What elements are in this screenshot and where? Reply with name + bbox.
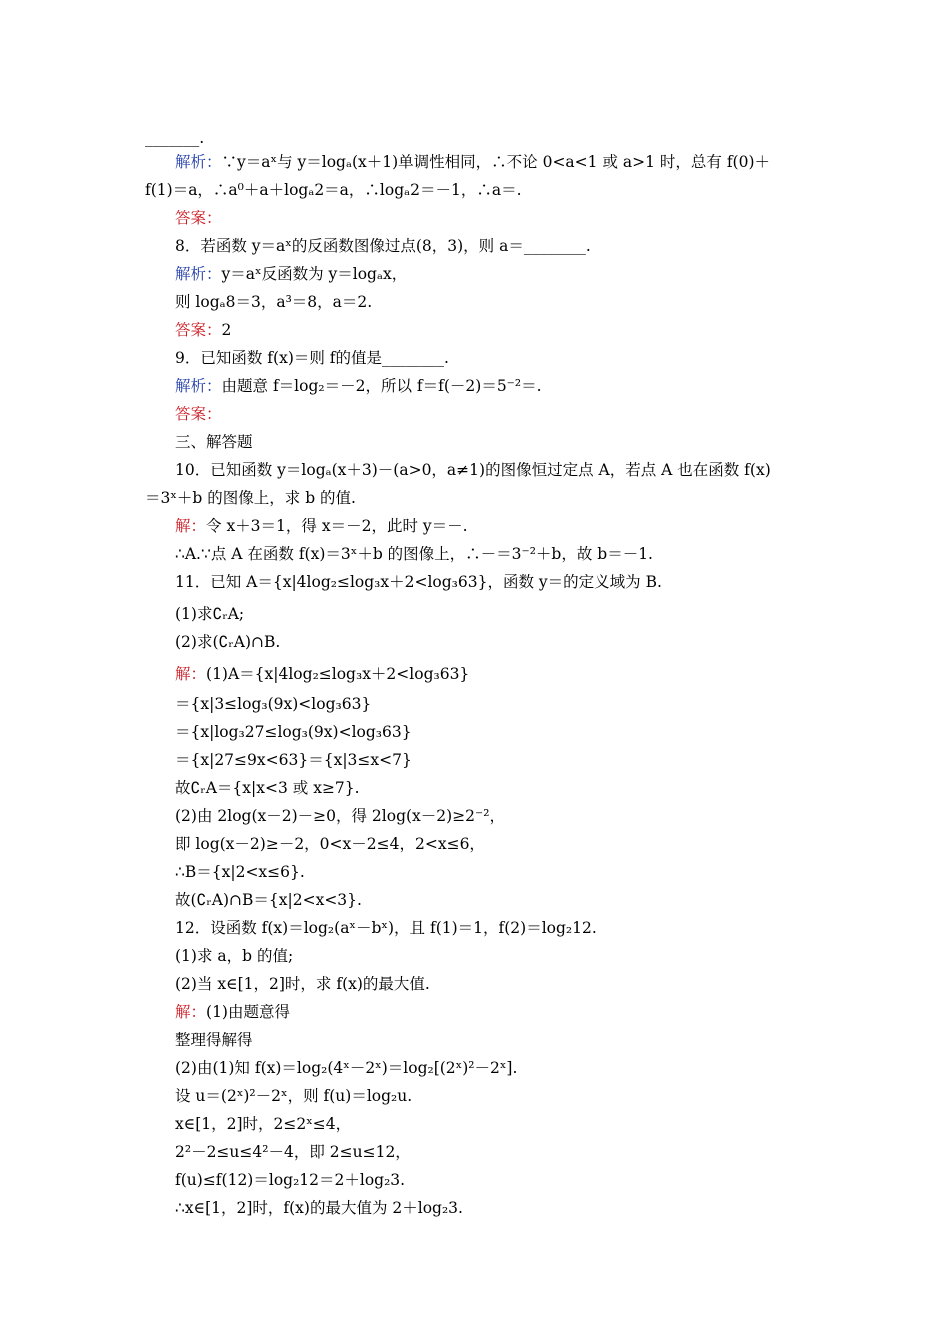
text-line: f(u)≤f(12)＝log₂12＝2＋log₂3. [175,1171,406,1189]
answer-label: 答案： [175,209,222,227]
solution-line [175,516,845,536]
solution-label: 解： [175,517,207,535]
solution-text: (1)A＝{x|4log₂≤log₃x＋2<log₃63} [206,665,470,683]
text-line: 故(∁ᵣA)∩B＝{x|2<x<3}. [175,891,362,909]
text-line: (1)求∁ᵣA; [175,605,245,623]
text-line: 则 logₐ8＝3，a³＝8，a＝2. [175,293,373,311]
question-9: 9．已知函数 f(x)＝则 f的值是________. [175,349,449,367]
answer-line [175,404,845,424]
text-line: ＝3ˣ＋b 的图像上，求 b 的值. [145,489,356,507]
solution-line [175,1002,845,1022]
text-line: ∴A.∵点 A 在函数 f(x)＝3ˣ＋b 的图像上，∴－＝3⁻²＋b，故 b＝－1. [175,545,653,563]
text-line: 整理得解得 [175,1031,253,1049]
analysis-label: 解析： [175,265,222,283]
text-line: (2)当 x∈[1，2]时，求 f(x)的最大值. [175,975,430,993]
text-line: (2)由(1)知 f(x)＝log₂(4ˣ－2ˣ)＝log₂[(2ˣ)²－2ˣ]. [175,1059,518,1077]
text-line: 即 log(x－2)≥－2，0<x－2≤4，2<x≤6， [175,835,485,853]
question-12: 12．设函数 f(x)＝log₂(aˣ－bˣ)，且 f(1)＝1，f(2)＝log₂12. [175,919,597,937]
solution-label: 解： [175,665,207,683]
analysis-label: 解析： [175,377,222,395]
analysis-line [175,376,845,396]
text-line: ＝{x|log₃27≤log₃(9x)<log₃63} [175,723,412,741]
text-line: ＝{x|27≤9x<63}＝{x|3≤x<7} [175,751,412,769]
solution-label: 解： [175,1003,207,1021]
answer-text: 2 [221,321,232,339]
question-8: 8．若函数 y＝aˣ的反函数图像过点(8，3)，则 a＝________. [175,237,591,255]
analysis-text: y＝aˣ反函数为 y＝logₐx， [221,265,408,283]
text-line: 2²－2≤u≤4²－4，即 2≤u≤12， [175,1143,411,1161]
section-heading: 三、解答题 [175,433,253,451]
answer-label: 答案： [175,405,222,423]
analysis-line [175,264,845,284]
answer-label: 答案： [175,321,222,339]
analysis-label: 解析： [175,153,222,171]
text-line: ＝{x|3≤log₃(9x)<log₃63} [175,695,372,713]
question-10: 10．已知函数 y＝logₐ(x＋3)－(a>0，a≠1)的图像恒过定点 A，若点 A 也在函数 f(x) [175,461,771,479]
text-line: (2)求(∁ᵣA)∩B. [175,633,281,651]
analysis-line [175,152,845,172]
analysis-text: ∵y＝aˣ与 y＝logₐ(x＋1)单调性相同，∴不论 0<a<1 或 a>1 时，总有 f(0)＋ [221,153,771,171]
text-line: ∴B＝{x|2<x≤6}. [175,863,305,881]
text-line: ∴x∈[1，2]时，f(x)的最大值为 2＋log₂3. [175,1199,463,1217]
text-line: x∈[1，2]时，2≤2ˣ≤4， [175,1115,352,1133]
text-line: (1)求 a，b 的值; [175,947,294,965]
text-line: 设 u＝(2ˣ)²－2ˣ，则 f(u)＝log₂u. [175,1087,413,1105]
solution-text: (1)由题意得 [206,1003,290,1021]
text-line: (2)由 2log(x－2)－≥0，得 2log(x－2)≥2⁻²， [175,807,505,825]
answer-line [175,320,845,340]
text-line: f(1)＝a，∴a⁰＋a＋logₐ2＝a，∴logₐ2＝－1，∴a＝. [145,181,522,199]
text-line: 故∁ᵣA＝{x|x<3 或 x≥7}. [175,779,360,797]
solution-line [175,664,845,684]
blank-line: _______. [145,129,205,147]
question-11: 11．已知 A＝{x|4log₂≤log₃x＋2<log₃63}，函数 y＝的定义域为 B. [175,573,662,591]
solution-text: 令 x＋3＝1，得 x＝－2，此时 y＝－. [206,517,468,535]
analysis-text: 由题意 f＝log₂＝－2，所以 f＝f(－2)＝5⁻²＝. [221,377,542,395]
answer-line [175,208,845,228]
